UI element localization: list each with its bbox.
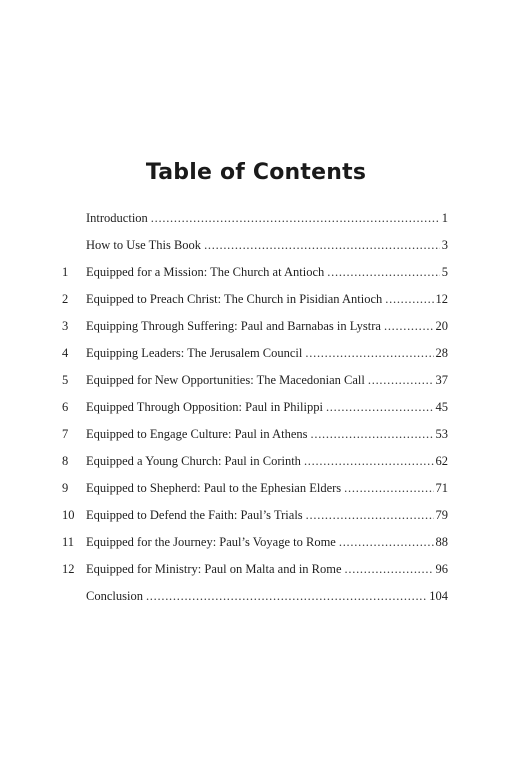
- chapter-number: 10: [62, 508, 75, 523]
- chapter-title: Equipped for New Opportunities: The Macedonian Call: [86, 373, 365, 388]
- chapter-number: 12: [62, 562, 75, 577]
- dot-leader: [151, 212, 440, 225]
- page-title: Table of Contents: [145, 160, 367, 185]
- dot-leader: [146, 590, 427, 603]
- toc-entry-chapter-8: [62, 448, 448, 475]
- page-number: 71: [435, 481, 448, 496]
- chapter-title: Equipping Through Suffering: Paul and Barnabas in Lystra: [86, 319, 381, 334]
- chapter-title: Equipped Through Opposition: Paul in Philippi: [86, 400, 323, 415]
- chapter-title: How to Use This Book: [86, 238, 202, 253]
- toc-entry-text: [86, 293, 448, 306]
- page-number: 96: [435, 562, 448, 577]
- dot-leader: [384, 320, 434, 333]
- page-number: 53: [435, 427, 448, 442]
- page-number: 88: [435, 535, 448, 550]
- chapter-title: Conclusion: [86, 589, 143, 604]
- toc-entry-text: [86, 320, 448, 333]
- chapter-title: Equipped to Engage Culture: Paul in Athens: [86, 427, 308, 442]
- chapter-title: Equipped for Ministry: Paul on Malta and in Rome: [86, 562, 342, 577]
- chapter-title: Equipped to Defend the Faith: Paul’s Trials: [86, 508, 303, 523]
- toc-entry-chapter-4: [62, 340, 448, 367]
- toc-entry-text: [86, 428, 448, 441]
- chapter-number: 3: [62, 319, 69, 334]
- toc-entry-chapter-2: [62, 286, 448, 313]
- toc-entry-text: [86, 401, 448, 414]
- chapter-title: Introduction: [86, 211, 148, 226]
- toc-entry-how-to-use: [62, 232, 448, 259]
- chapter-title: Equipped for the Journey: Paul’s Voyage to Rome: [86, 535, 336, 550]
- page-number: 12: [435, 292, 448, 307]
- page-number: 62: [435, 454, 448, 469]
- chapter-number: 5: [62, 373, 69, 388]
- dot-leader: [339, 536, 434, 549]
- page-number: 3: [441, 238, 448, 253]
- toc-entry-introduction: [62, 205, 448, 232]
- chapter-number: 7: [62, 427, 69, 442]
- dot-leader: [327, 266, 439, 279]
- toc-entry-text: [86, 374, 448, 387]
- chapter-number: 8: [62, 454, 69, 469]
- table-of-contents: [62, 205, 448, 610]
- page-number: 28: [435, 346, 448, 361]
- toc-entry-chapter-12: [62, 556, 448, 583]
- toc-entry-chapter-6: [62, 394, 448, 421]
- chapter-title: Equipped for a Mission: The Church at Antioch: [86, 265, 325, 280]
- toc-entry-chapter-9: [62, 475, 448, 502]
- chapter-number: 6: [62, 400, 69, 415]
- toc-entry-text: [86, 563, 448, 576]
- toc-entry-text: [86, 590, 448, 603]
- page-number: 5: [441, 265, 448, 280]
- toc-entry-text: [86, 536, 448, 549]
- dot-leader: [306, 509, 434, 522]
- page-number: 20: [435, 319, 448, 334]
- toc-entry-text: [86, 482, 448, 495]
- dot-leader: [368, 374, 434, 387]
- toc-entry-chapter-1: [62, 259, 448, 286]
- page-number: 37: [435, 373, 448, 388]
- chapter-title: Equipped to Preach Christ: The Church in Pisidian Antioch: [86, 292, 383, 307]
- dot-leader: [305, 347, 433, 360]
- toc-entry-chapter-11: [62, 529, 448, 556]
- page-number: 104: [429, 589, 448, 604]
- toc-entry-conclusion: [62, 583, 448, 610]
- chapter-number: 11: [62, 535, 75, 550]
- toc-entry-text: [86, 239, 448, 252]
- dot-leader: [304, 455, 434, 468]
- toc-entry-text: [86, 212, 448, 225]
- toc-entry-chapter-7: [62, 421, 448, 448]
- chapter-number: 2: [62, 292, 69, 307]
- toc-entry-chapter-3: [62, 313, 448, 340]
- toc-entry-chapter-5: [62, 367, 448, 394]
- chapter-title: Equipped a Young Church: Paul in Corinth: [86, 454, 301, 469]
- toc-entry-chapter-10: [62, 502, 448, 529]
- dot-leader: [345, 563, 434, 576]
- page-number: 45: [435, 400, 448, 415]
- toc-entry-text: [86, 509, 448, 522]
- chapter-title: Equipped to Shepherd: Paul to the Ephesian Elders: [86, 481, 342, 496]
- dot-leader: [311, 428, 434, 441]
- chapter-number: 1: [62, 265, 69, 280]
- dot-leader: [344, 482, 433, 495]
- chapter-title: Equipping Leaders: The Jerusalem Council: [86, 346, 303, 361]
- page-number: 1: [441, 211, 448, 226]
- toc-entry-text: [86, 347, 448, 360]
- chapter-number: 9: [62, 481, 69, 496]
- dot-leader: [326, 401, 434, 414]
- toc-entry-text: [86, 266, 448, 279]
- toc-entry-text: [86, 455, 448, 468]
- dot-leader: [385, 293, 433, 306]
- dot-leader: [204, 239, 440, 252]
- page-number: 79: [435, 508, 448, 523]
- chapter-number: 4: [62, 346, 69, 361]
